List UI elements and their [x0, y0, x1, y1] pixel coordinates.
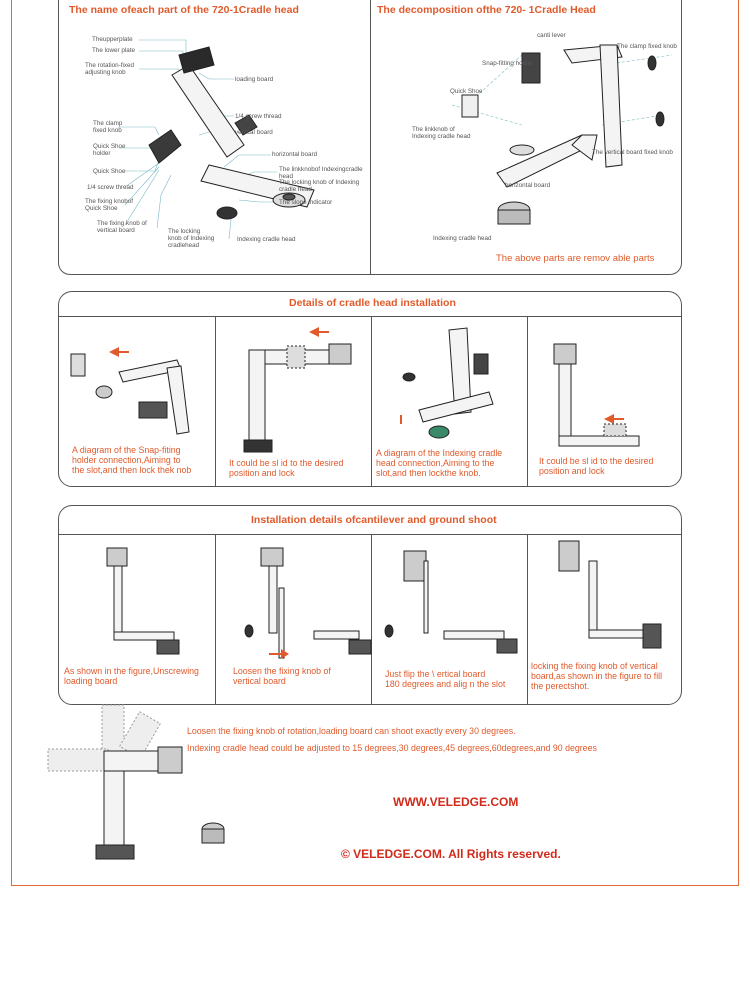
install-title: Details of cradle head installation — [289, 297, 456, 309]
label-fixing-knob-shoe: The fixing knobof Quick Shoe — [85, 198, 133, 212]
label-indexing-head: Indexing cradle head — [237, 236, 296, 243]
label-vertical-fixed-knob: The vertical board fixed knob — [592, 149, 673, 156]
install-caption-4: It could be sl id to the desired position and lock — [539, 456, 654, 476]
cantilever-title: Installation details ofcantilever and ground shoot — [251, 514, 497, 526]
install-section — [58, 291, 682, 487]
label-screw-thread: 1/4 screw thread — [87, 184, 134, 191]
label-right-indexing-head: Indexing cradle head — [433, 235, 492, 242]
label-vertical-board: vertical board — [235, 129, 273, 136]
label-horizontal-board: horizontal board — [272, 151, 318, 158]
label-slope-indicator: The slope indicator — [279, 199, 333, 206]
parts-divider — [370, 0, 371, 274]
label-locking-knob-bottom: The locking knob of Indexing cradlehead — [168, 228, 215, 249]
label-cantilever: canti lever — [537, 32, 566, 39]
manual-sheet — [11, 0, 739, 886]
cantilever-section — [58, 505, 682, 705]
label-lower-plate: The lower plate — [92, 47, 136, 54]
label-quick-shoe: Quick Shoe — [93, 168, 126, 175]
label-locking-knob-right: The locking knob of Indexing cradle head — [279, 179, 360, 193]
label-right-quick-shoe: Quick Shoe — [450, 88, 483, 95]
website-url[interactable]: WWW.VELEDGE.COM — [393, 795, 519, 809]
label-clamp-knob: The clamp fixed knob — [93, 120, 123, 134]
cantilever-caption-2: Loosen the fixing knob of vertical board — [233, 666, 331, 686]
removable-parts-note: The above parts are remov able parts — [496, 253, 655, 264]
parts-title-right: The decomposition ofthe 720- 1Cradle Head — [377, 4, 596, 16]
footer-note-rotation: Loosen the fixing knob of rotation,loading board can shoot exactly every 30 degrees. — [187, 726, 516, 736]
install-caption-2: It could be sl id to the desired position and lock — [229, 458, 344, 478]
label-clamp-fixed-knob: The clamp fixed knob — [617, 43, 677, 50]
label-rotation-knob: The rotation-fixed adjusting knob — [85, 62, 135, 76]
parts-section — [58, 0, 682, 275]
install-caption-3: A diagram of the Indexing cradle head connection,Aiming to the slot,and then lockthe knob. — [376, 448, 503, 478]
cantilever-caption-1: As shown in the figure,Unscrewing loading board — [64, 666, 199, 686]
label-loading-board: loading board — [235, 76, 274, 83]
label-link-knob: The linkknobof Indexingcradle head — [279, 166, 363, 180]
label-quick-shoe-holder: Quick Shoe holder — [93, 143, 126, 157]
label-upper-plate: Theupperplate — [92, 36, 133, 43]
label-snap-holder: Snap-fitting holder — [482, 60, 534, 67]
footer-note-indexing: Indexing cradle head could be adjusted to 15 degrees,30 degrees,45 degrees,60degrees,and 90 degrees — [187, 743, 597, 753]
cantilever-caption-4: locking the fixing knob of vertical board,as shown in the figure to fill the perectshot. — [531, 661, 663, 691]
install-caption-1: A diagram of the Snap-fiting holder connection,Aiming to the slot,and then lock thek nob — [72, 445, 192, 475]
label-right-horizontal-board: horizontal board — [505, 182, 551, 189]
parts-title-left: The name ofeach part of the 720-1Cradle head — [69, 4, 299, 16]
label-right-link-knob: The linkknob of Indexing cradle head — [412, 126, 471, 140]
label-screw-thread-top: 1/4 screw thread — [235, 113, 282, 120]
label-fixing-knob-vertical: The fixing knob of vertical board — [97, 220, 147, 234]
copyright: © VELEDGE.COM. All Rights reserved. — [341, 847, 561, 861]
cantilever-caption-3: Just flip the \ ertical board 180 degrees and alig n the slot — [385, 669, 506, 689]
